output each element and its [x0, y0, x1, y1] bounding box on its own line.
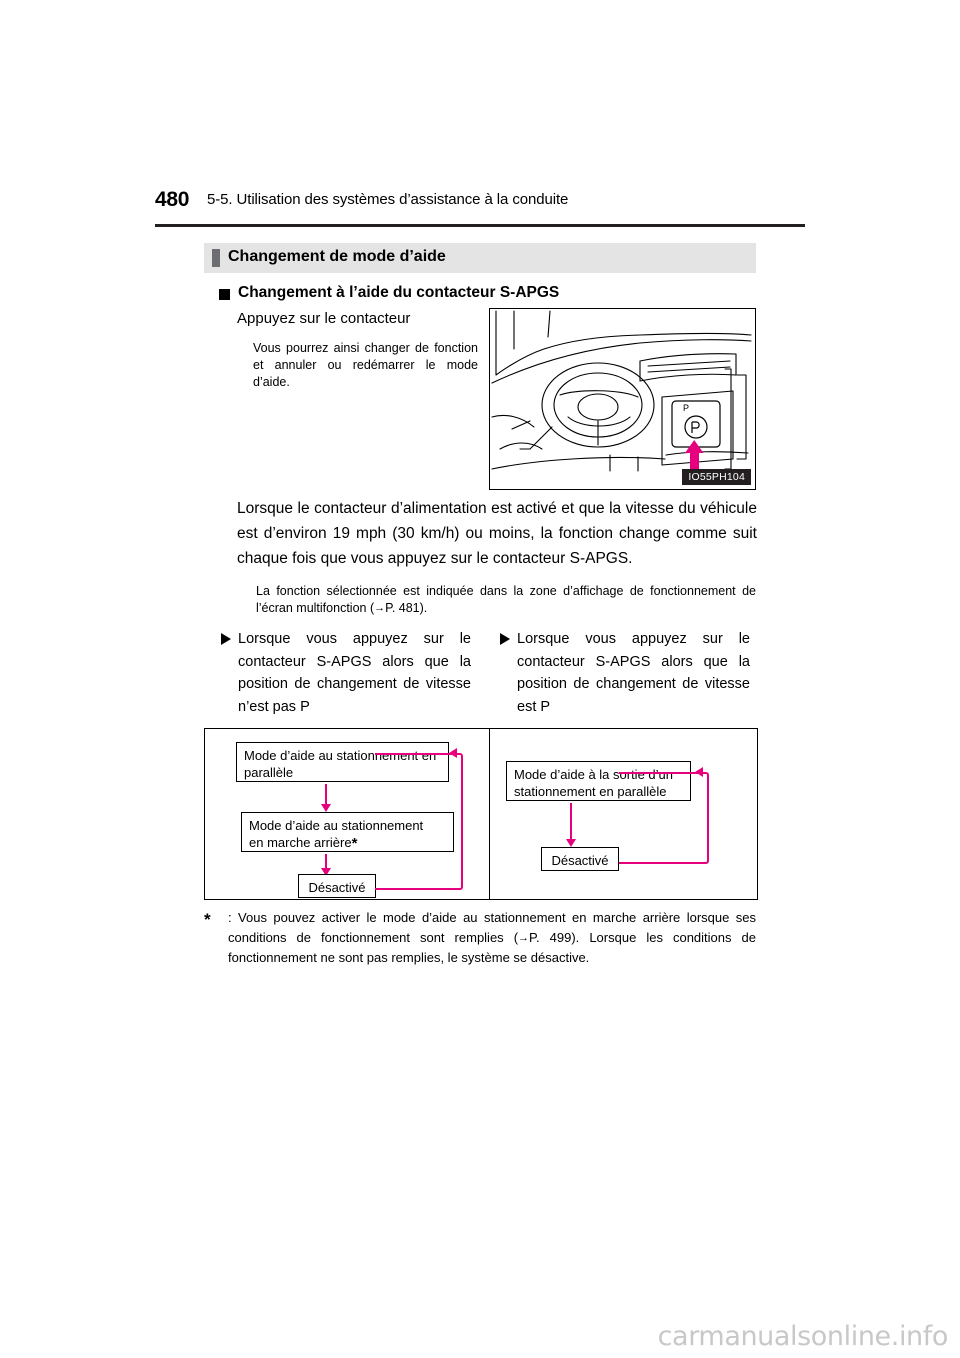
page-ref-arrow-icon: →: [374, 602, 386, 614]
flow-diagram-left: [204, 728, 491, 900]
subsection-heading: [219, 284, 759, 306]
page-header: [155, 188, 805, 222]
flow-diagram-right: [489, 728, 758, 900]
flow-right-box-1: Mode d’aide à la sortie d’un stationnement en parallèle: [506, 761, 691, 801]
illustration-code: IO55PH104: [682, 469, 751, 485]
footnote: [204, 908, 756, 968]
square-bullet-icon: [219, 289, 230, 300]
column-heading-left-label: Lorsque vous appuyez sur le contacteur S-APGS alors que la position de changement de vitesse n’est pas P: [238, 631, 471, 715]
section-banner: [204, 243, 756, 273]
column-heading-right: [500, 628, 750, 718]
indented-note: Vous pourrez ainsi changer de fonction et annuler ou redémarrer le mode d’aide.: [253, 341, 478, 389]
flow-left-arrow-2-icon: [325, 854, 327, 869]
section-title: Changement de mode d’aide: [228, 248, 446, 265]
flow-left-box-3: Désactivé: [298, 874, 376, 898]
body-paragraph: Lorsque le contacteur d’alimentation est activé et que la vitesse du véhicule est d’environ 19 mph (30 km/h) ou moins, la fonction change comme suit chaque fois que vous appuyez sur le contacteur S-APGS.: [237, 500, 757, 567]
flow-left-box-2-star: *: [351, 835, 358, 852]
note-ref: P. 481).: [385, 601, 428, 615]
flow-left-loop-arrow-icon: [449, 748, 457, 758]
flow-right-loop-icon: [619, 772, 709, 864]
illustration-dashboard: [489, 308, 756, 490]
page-ref-arrow-icon: →: [518, 931, 530, 944]
dashboard-drawing: [490, 309, 753, 487]
flow-left-box-2-line2: en marche arrière: [249, 835, 352, 850]
flow-right-arrow-1-icon: [570, 803, 572, 840]
svg-text:P: P: [683, 403, 690, 413]
note-text: La fonction sélectionnée est indiquée dans la zone d’affichage de fonctionnement de l’écran multifonction (: [256, 584, 756, 615]
footnote-body: [228, 908, 756, 968]
flow-left-arrow-1-icon: [325, 784, 327, 805]
column-heading-left: [221, 628, 471, 718]
flow-right-box-2: Désactivé: [541, 847, 619, 871]
footnote-star: *: [204, 910, 211, 929]
lead-instruction: Appuyez sur le contacteur: [237, 310, 411, 327]
triangle-bullet-icon: [500, 633, 510, 645]
footnote-ref: P. 499).: [529, 929, 580, 945]
banner-marker-icon: [212, 249, 220, 267]
note-paragraph: [256, 583, 756, 617]
header-rule: [155, 224, 805, 227]
flow-left-loop-icon: [375, 753, 463, 890]
s-apgs-switch-icon: [672, 401, 720, 447]
flow-left-box-1: Mode d’aide au stationnement en parallèle: [236, 742, 449, 782]
header-title: 5-5. Utilisation des systèmes d’assistance à la conduite: [207, 191, 569, 208]
column-heading-right-label: Lorsque vous appuyez sur le contacteur S-APGS alors que la position de changement de vitesse est P: [517, 631, 750, 715]
subsection-heading-label: Changement à l’aide du contacteur S-APGS: [238, 284, 560, 301]
page-number: 480: [155, 188, 190, 211]
footnote-text-1: : Vous pouvez activer le mode d’aide au stationnement en marche arrière lorsque ses conditions de fonctionnement sont remplies (: [228, 910, 756, 945]
footnote-text-2: Lorsque les conditions de fonctionnement ne sont pas remplies, le système se désactive.: [228, 929, 756, 965]
flow-right-loop-arrow-icon: [695, 767, 703, 777]
triangle-bullet-icon: [221, 633, 231, 645]
watermark: carmanualsonline.info: [657, 1321, 948, 1352]
flow-left-box-2-line1: Mode d’aide au stationnement: [249, 818, 424, 833]
